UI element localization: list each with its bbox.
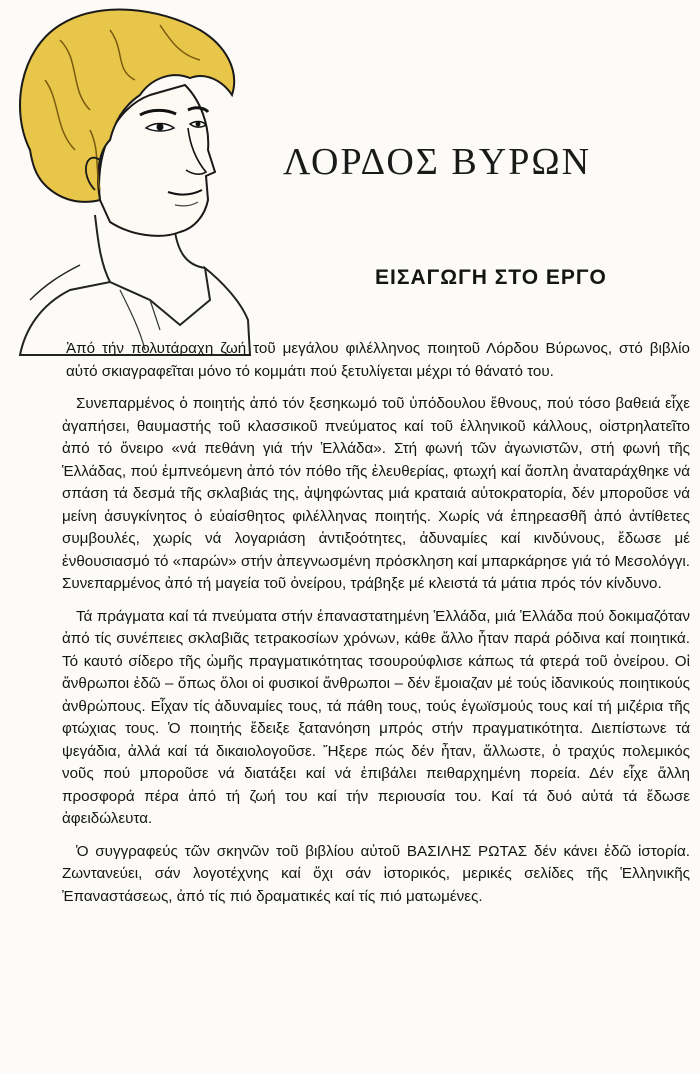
paragraph: Συνεπαρμένος ὁ ποιητής ἀπό τόν ξεσηκωμό τοῦ ὑπόδουλου ἔθνους, πού τόσο βαθειά εἶχε ἀγαπήσει, θαυμαστής τοῦ κλασσικοῦ πνεύματος καί τοῦ ἑλληνικοῦ κάλλους, οἰστρηλατεῖτο ἀπό τό ὄνειρο «νά πεθάνη γιά τήν Ἑλλάδα». Στή φωνή τῶν ἀγωνιστῶν, στή φωνή τῆς Ἑλλάδας, πού ἐμπνεόμενη ἀπό τόν πόθο τῆς ἐλευθερίας, φτωχή καί ἄοπλη ἀναταράχθηκε νά σπάση τά δεσμά τῆς σκλαβιάς της, ἀψηφώντας μιά κραταιά αὐτοκρατορία, δέν μποροῦσε νά μείνη ἀσυγκίνητος ὁ εὐαίσθητος φιλέλληνας ποιητής. Χωρίς νά ἐπηρεασθῆ ἀπό ἀντίθετες συμβουλές, χωρίς νά λογαριάση ἀντιξοότητες, ἀδυναμίες καί κινδύνους, ἔδωσε μέ ἐνθουσιασμό τό «παρών» στήν ἀπεγνωσμένη πρόσκληση καί μπαρκάρησε γιά τό Μεσολόγγι. Συνεπαρμένος ἀπό τή μαγεία τοῦ ὀνείρου, τράβηξε μέ κλειστά τά μάτια πρός τόν κίνδυνο.	[62, 395, 690, 592]
body-text	[62, 338, 690, 918]
page-title: ΛΟΡΔΟΣ ΒΥΡΩΝ	[283, 141, 592, 183]
section-subtitle: ΕΙΣΑΓΩΓΗ ΣΤΟ ΕΡΓΟ	[375, 266, 607, 289]
paragraph: Ἀπό τήν πολυτάραχη ζωή τοῦ μεγάλου φιλέλληνος ποιητοῦ Λόρδου Βύρωνος, στό βιβλίο αὐτό σκιαγραφεῖται μόνο τό κομμάτι πού ξετυλίγεται μέχρι τό θάνατό του.	[66, 340, 690, 380]
paragraph: Ὁ συγγραφεύς τῶν σκηνῶν τοῦ βιβλίου αὐτοῦ ΒΑΣΙΛΗΣ ΡΩΤΑΣ δέν κάνει ἐδῶ ἱστορία. Ζωντανεύει, σάν λογοτέχνης καί ὄχι σάν ἱστορικός, μερικές σελίδες τῆς Ἑλληνικῆς Ἐπαναστάσεως, ἀπό τίς πιό δραματικές καί τίς πιό ματωμένες.	[62, 842, 690, 905]
paragraph: Τά πράγματα καί τά πνεύματα στήν ἐπαναστατημένη Ἑλλάδα, μιά Ἑλλάδα πού δοκιμαζόταν ἀπό τίς συνέπειες σκλαβιᾶς τετρακοσίων χρόνων, κάθε ἄλλο ἦταν παρά ρόδινα καί ποιητικά. Τό καυτό σίδερο τῆς ὠμῆς πραγματικότητας τσουρούφλισε κάπως τά φτερά τοῦ ὀνείρου. Οἱ ἄνθρωποι ἐδῶ – ὅπως ὅλοι οἱ φυσικοί ἄνθρωποι – δέν ἔμοιαζαν μέ τούς ἰδανικούς ποιητικούς ἀνθρώπους. Εἶχαν τίς ἀδυναμίες τους, τά πάθη τους, τούς ἐγωϊσμούς τους καί τή μιζέρια τῆς φτώχιας τους. Ὁ ποιητής ἔδειξε ξατανόηση μπρός στήν πραγματικότητα. Διεπίστωνε τά ψεγάδια, ἀλλά καί τά δικαιολογοῦσε. Ἤξερε πώς δέν ἦταν, ἄλλωστε, ὁ τραχύς πολεμικός νοῦς πού μποροῦσε νά διατάξει καί νά ἐπιβάλει πειθαρχημένη πορεία. Δέν εἶχε ἄλλη προσφορά πέρα ἀπό τή ζωή του καί τήν περιουσία του. Καί τά δυό αὐτά τά ἔδωσε ἀφειδώλευτα.	[62, 607, 690, 827]
portrait-illustration-icon	[0, 0, 260, 360]
